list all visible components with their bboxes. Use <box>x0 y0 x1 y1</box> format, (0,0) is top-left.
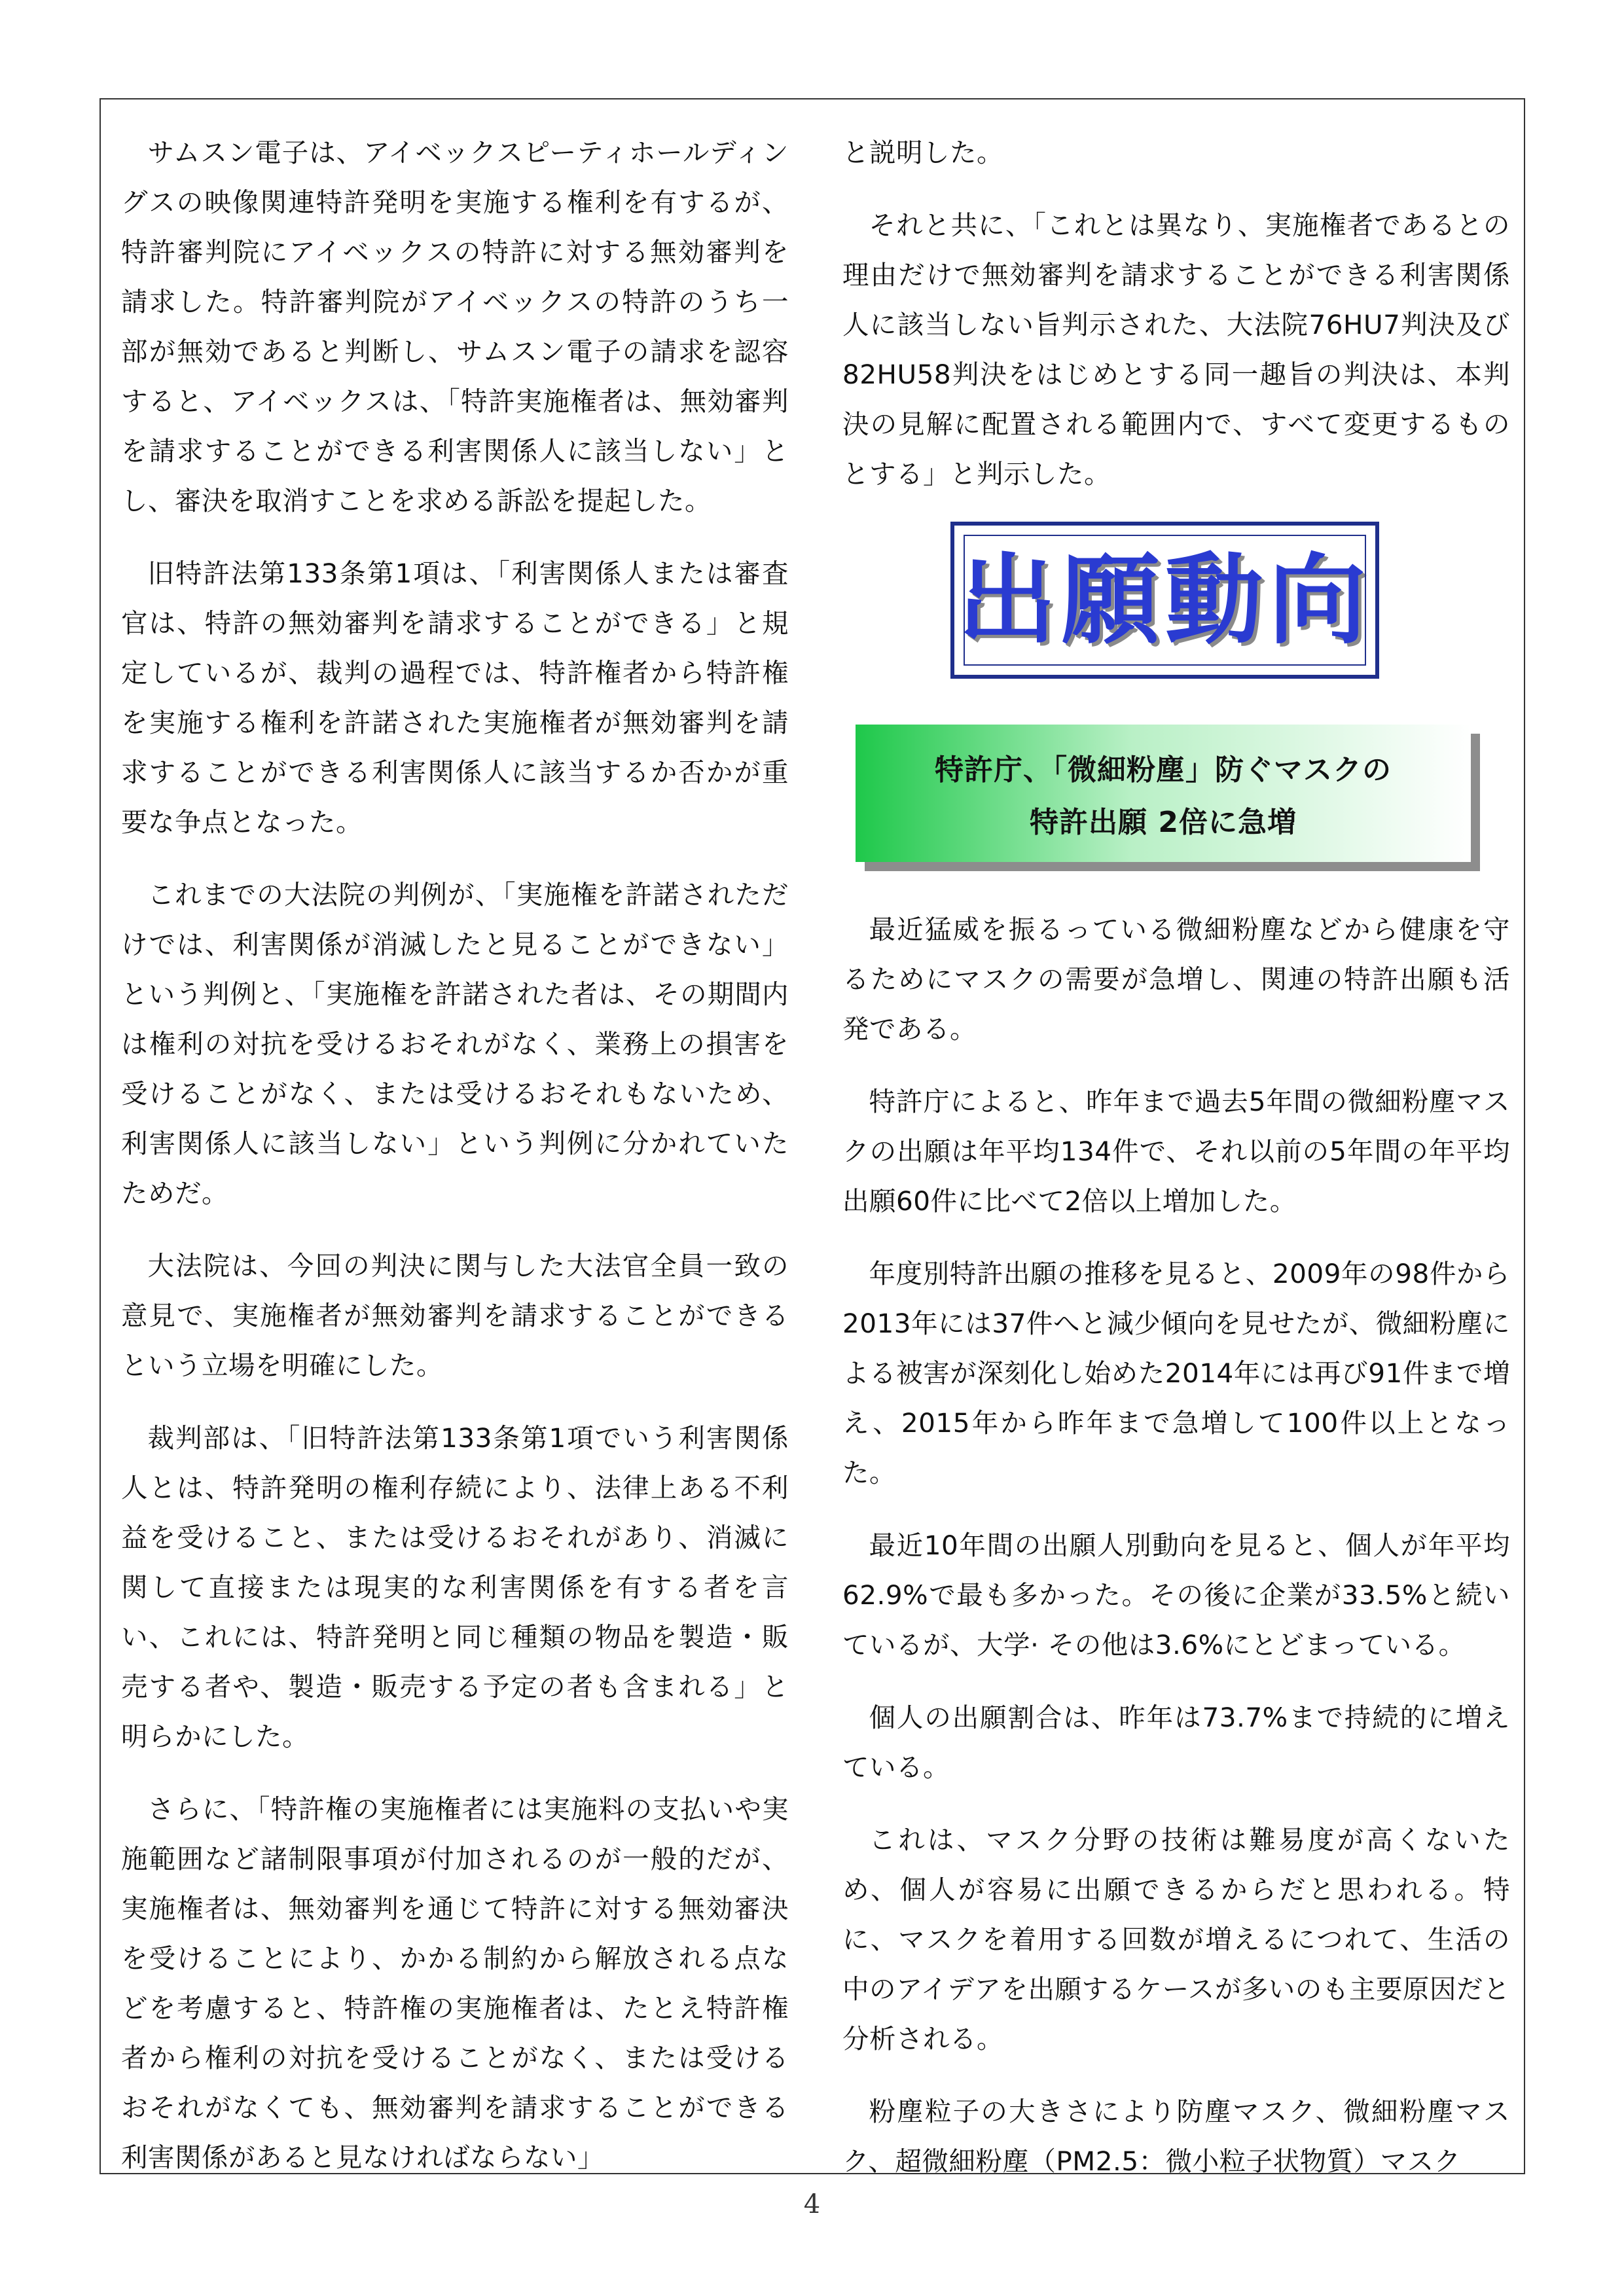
paragraph: さらに、「特許権の実施権者には実施料の支払いや実施範囲など諸制限事項が付加されるのが一般的だが、実施権者は、無効審判を通じて特許に対する無効審決を受けることにより、かかる制約から解放される点などを考慮すると、特許権の実施権者は、たとえ特許権者から権利の対抗を受けることがなく、または受けるおそれがなくても、無効審判を請求することができる利害関係があると見なければならない」 <box>121 1793 789 2173</box>
paragraph: 最近10年間の出願人別動向を見ると、個人が年平均62.9%で最も多かった。その後に企業が33.5%と続いているが、大学· その他は3.6%にとどまっている。 <box>842 1530 1510 1660</box>
paragraph: これまでの大法院の判例が、「実施権を許諾されただけでは、利害関係が消滅したと見ることができない」という判例と、「実施権を許諾された者は、その期間内は権利の対抗を受けるおそれがなく、業務上の損害を受けることがなく、または受けるおそれもないため、利害関係人に該当しない」という判例に分かれていたためだ。 <box>121 879 789 1209</box>
paragraph: 個人の出願割合は、昨年は73.7%まで持続的に増えている。 <box>842 1702 1510 1783</box>
paragraph: サムスン電子は、アイベックスピーティホールディングスの映像関連特許発明を実施する権利を有するが、特許審判院にアイベックスの特許に対する無効審判を請求した。特許審判院がアイベックスの特許のうち一部が無効であると判断し、サムスン電子の請求を認容すると、アイベックスは、「特許実施権者は、無効審判を請求することができる利害関係人に該当しない」とし、審決を取消すことを求める訴訟を提起した。 <box>121 137 789 516</box>
continued-text: と説明した。 <box>842 137 1003 168</box>
paragraph: 大法院は、今回の判決に関与した大法官全員一致の意見で、実施権者が無効審判を請求することができるという立場を明確にした。 <box>121 1250 789 1381</box>
paragraph: これは、マスク分野の技術は難易度が高くないため、個人が容易に出願できるからだと思われる。特に、マスクを着用する回数が増えるにつれて、生活の中のアイデアを出願するケースが多いのも主要原因だと分析される。 <box>842 1824 1510 2054</box>
section-logo-frame <box>950 522 1379 679</box>
paragraph: 年度別特許出願の推移を見ると、2009年の98件から2013年には37件へと減少傾向を見せたが、微細粉塵による被害が深刻化し始めた2014年には再び91件まで増え、2015年から昨年まで急増して100件以上となった。 <box>842 1258 1510 1488</box>
headline-box <box>842 725 1510 878</box>
paragraph: 旧特許法第133条第1項は、「利害関係人または審査官は、特許の無効審判を請求することができる」と規定しているが、裁判の過程では、特許権者から特許権を実施する権利を許諾された実施権者が無効審判を請求することができる利害関係人に該当するか否かが重要な争点となった。 <box>121 558 789 838</box>
left-column <box>121 128 789 2205</box>
headline-line-1: 特許庁、「微細粉塵」防ぐマスクの <box>935 753 1392 787</box>
paragraph: 特許庁によると、昨年まで過去5年間の微細粉塵マスクの出願は年平均134件で、それ以前の5年間の年平均出願60件に比べて2倍以上増加した。 <box>842 1086 1510 1217</box>
headline-panel <box>856 725 1471 862</box>
paragraph: 裁判部は、「旧特許法第133条第1項でいう利害関係人とは、特許発明の権利存続により、法律上ある不利益を受けること、または受けるおそれがあり、消滅に関して直接または現実的な利害関係を有する者を言い、これには、特許発明と同じ種類の物品を製造・販売する者や、製造・販売する予定の者も含まれる」と明らかにした。 <box>121 1422 789 1752</box>
paragraph: それと共に、「これとは異なり、実施権者であるとの理由だけで無効審判を請求することができる利害関係人に該当しない旨判示された、大法院76HU7判決及び82HU58判決をはじめとする同一趣旨の判決は、本判決の見解に配置される範囲内で、すべて変更するものとする」と判示した。 <box>842 209 1510 490</box>
page-number: 4 <box>803 2189 821 2219</box>
right-column <box>842 128 1510 2209</box>
section-logo-text: 出願動向 <box>958 544 1372 658</box>
paragraph: 粉塵粒子の大きさにより防塵マスク、微細粉塵マスク、超微細粉塵（PM2.5：微小粒子状物質）マスク <box>842 2096 1510 2177</box>
section-logo <box>842 522 1510 698</box>
headline-line-2: 特許出願 2倍に急増 <box>1030 806 1297 839</box>
paragraph: 最近猛威を振るっている微細粉塵などから健康を守るためにマスクの需要が急増し、関連の特許出願も活発である。 <box>842 914 1510 1045</box>
